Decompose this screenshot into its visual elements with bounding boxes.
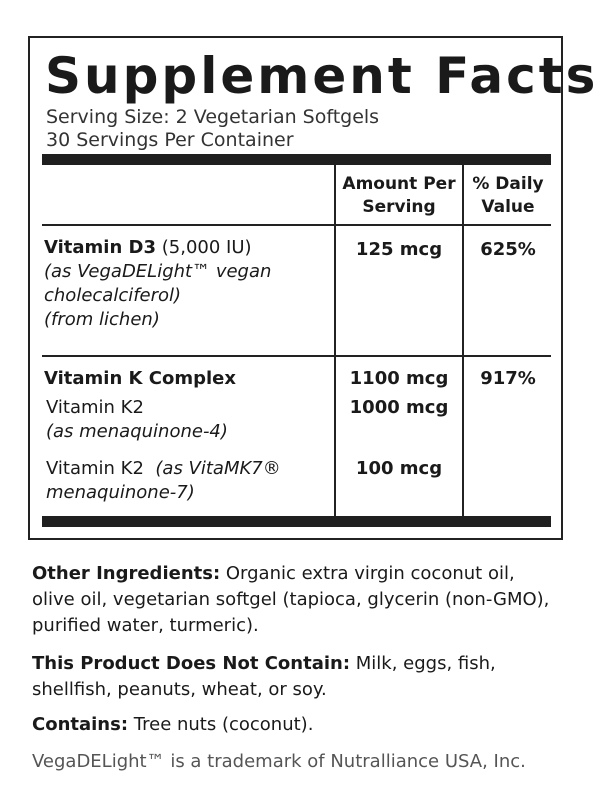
panel-title: Supplement Facts: [45, 47, 599, 105]
daily-value-header: % Daily Value: [472, 174, 544, 217]
vitamin-d3-dv: 625%: [480, 239, 536, 260]
other-ingredients-label: Other Ingredients:: [32, 563, 221, 584]
vitamin-k-complex-name: Vitamin K Complex: [44, 368, 236, 389]
serving-size: Serving Size: 2 Vegetarian Softgels: [46, 106, 380, 128]
vitamin-d3-name-cell: [44, 236, 271, 332]
vitamin-d3-dose: (5,000 IU): [161, 237, 252, 258]
top-thick-rule: [42, 154, 551, 165]
does-not-contain: This Product Does Not Contain: Milk, eggs, fish, shellfish, peanuts, wheat, or soy.: [32, 653, 496, 700]
header-rule: [42, 224, 551, 226]
contains: Contains: Tree nuts (coconut).: [32, 714, 314, 735]
vitamin-k2-mk4-name: Vitamin K2: [46, 397, 144, 418]
vitamin-k2-mk7-amount: 100 mcg: [355, 458, 443, 479]
vitamin-k2-mk4-source: (as menaquinone-4): [46, 421, 228, 442]
vitamin-k2-mk7-name: Vitamin K2: [46, 458, 144, 479]
vitamin-d3-name: Vitamin D3: [44, 237, 157, 258]
supplement-facts-panel: [28, 36, 599, 540]
servings-per-container: 30 Servings Per Container: [46, 129, 294, 151]
amount-per-serving-header: Amount Per Serving: [342, 174, 456, 217]
does-not-contain-label: This Product Does Not Contain:: [32, 653, 351, 674]
vitamin-d3-source-3: (from lichen): [44, 309, 160, 330]
vitamin-k2-mk4-amount: 1000 mcg: [349, 397, 449, 418]
vitamin-d3-source-2: cholecalciferol): [44, 285, 182, 306]
vitamin-k-complex-amount: 1100 mcg: [349, 368, 449, 389]
vitamin-k-complex-dv: 917%: [480, 368, 536, 389]
vitamin-k2-mk7-source-2: menaquinone-7): [46, 482, 195, 503]
vitamin-k2-mk4-cell: [46, 396, 228, 444]
cutoff-text-line: VegaDELight™ is a trademark of Nutralliance USA, Inc.: [32, 751, 526, 772]
vitamin-d3-amount: 125 mcg: [355, 239, 443, 260]
vitamin-d3-source: (as VegaDELight™ vegan: [44, 261, 272, 282]
serving-info: [46, 106, 379, 152]
row-rule: [42, 355, 551, 357]
vitamin-k2-mk7-source: (as VitaMK7®: [155, 458, 281, 479]
bottom-thick-rule: [42, 516, 551, 527]
contains-label: Contains:: [32, 714, 129, 735]
vitamin-k2-mk7-cell: [46, 457, 281, 505]
other-ingredients: Other Ingredients: Organic extra virgin coconut oil, olive oil, vegetarian softgel (tapioca, glycerin (non-GMO), purified water, turmeric).: [32, 563, 550, 636]
